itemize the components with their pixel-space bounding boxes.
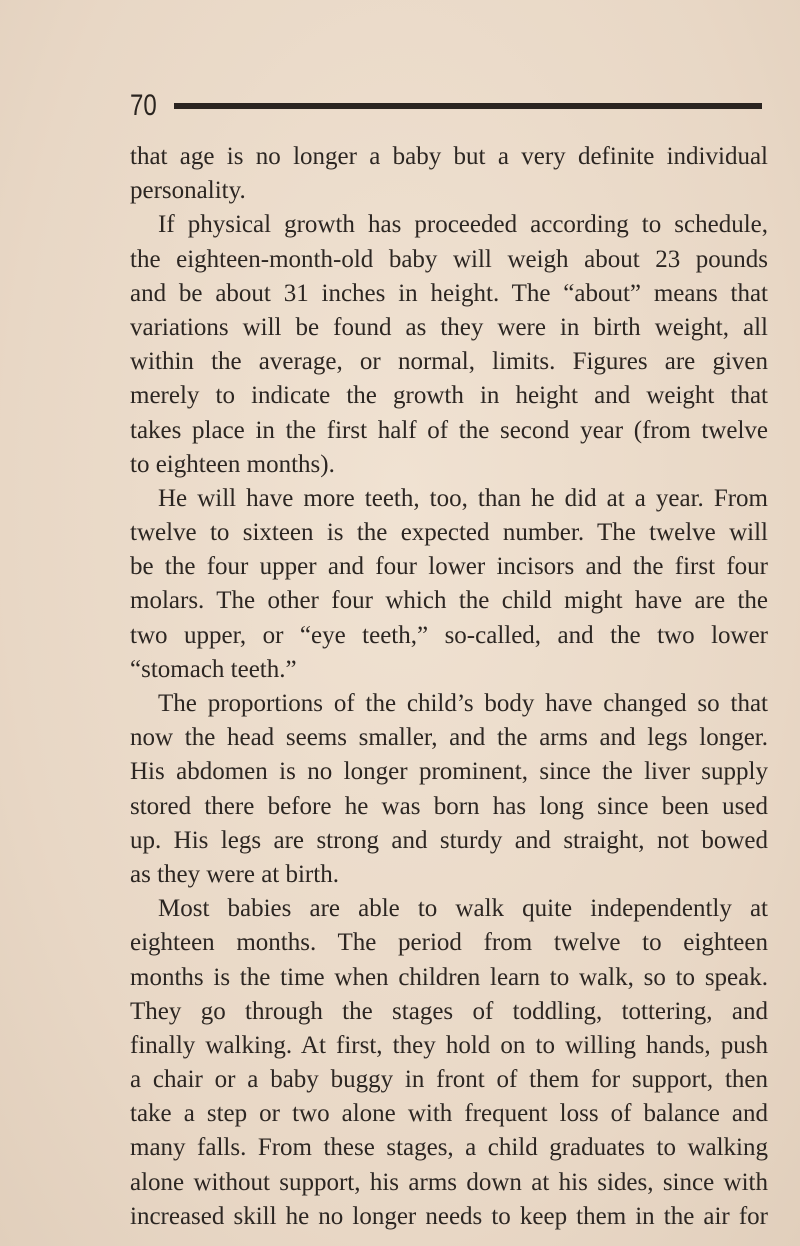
text-line: up. His legs are strong and sturdy and straight, not bowed	[130, 826, 768, 854]
text-line: months is the time when children learn to walk, so to speak.	[130, 963, 768, 991]
text-line: a chair or a baby buggy in front of them for support, then	[130, 1066, 768, 1094]
text-line: and be about 31 inches in height. The “about” means that	[130, 279, 768, 307]
text-line: eighteen months. The period from twelve to eighteen	[130, 929, 768, 957]
paragraph-first-line: If physical growth has proceeded according to schedule,	[158, 211, 768, 239]
text-line: the eighteen-month-old baby will weigh about 23 pounds	[130, 245, 768, 273]
text-line: takes place in the first half of the second year (from twelve	[130, 416, 768, 444]
text-line: His abdomen is no longer prominent, since the liver supply	[130, 758, 768, 786]
text-line: molars. The other four which the child might have are the	[130, 587, 768, 615]
text-line: alone without support, his arms down at his sides, since with	[130, 1168, 768, 1196]
text-line: stored there before he was born has long since been used	[130, 792, 768, 820]
page-header	[130, 86, 770, 126]
text-line: to eighteen months).	[130, 450, 335, 478]
text-line: twelve to sixteen is the expected number. The twelve will	[130, 519, 768, 547]
text-line: personality.	[130, 177, 246, 205]
text-line: finally walking. At first, they hold on to willing hands, push	[130, 1031, 768, 1059]
text-line: within the average, or normal, limits. Figures are given	[130, 348, 768, 376]
page-number: 70	[130, 89, 157, 122]
body-text	[130, 140, 768, 1234]
text-line: increased skill he no longer needs to keep them in the air for	[130, 1202, 768, 1230]
text-line: as they were at birth.	[130, 860, 339, 888]
text-line: They go through the stages of toddling, tottering, and	[130, 997, 768, 1025]
paragraph-first-line: He will have more teeth, too, than he did at a year. From	[158, 484, 768, 512]
header-rule	[174, 103, 762, 109]
text-line: “stomach teeth.”	[130, 655, 297, 683]
text-line: merely to indicate the growth in height and weight that	[130, 382, 768, 410]
text-line: many falls. From these stages, a child graduates to walking	[130, 1134, 768, 1162]
text-line: now the head seems smaller, and the arms and legs longer.	[130, 724, 768, 752]
paragraph-first-line: The proportions of the child’s body have changed so that	[158, 690, 768, 717]
text-line: that age is no longer a baby but a very definite individual	[130, 143, 768, 170]
text-line: take a step or two alone with frequent loss of balance and	[130, 1100, 768, 1128]
paragraph-first-line: Most babies are able to walk quite independently at	[158, 895, 768, 923]
text-line: variations will be found as they were in birth weight, all	[130, 313, 768, 341]
text-line: two upper, or “eye teeth,” so-called, and the two lower	[130, 621, 768, 649]
text-line: be the four upper and four lower incisors and the first four	[130, 553, 768, 581]
